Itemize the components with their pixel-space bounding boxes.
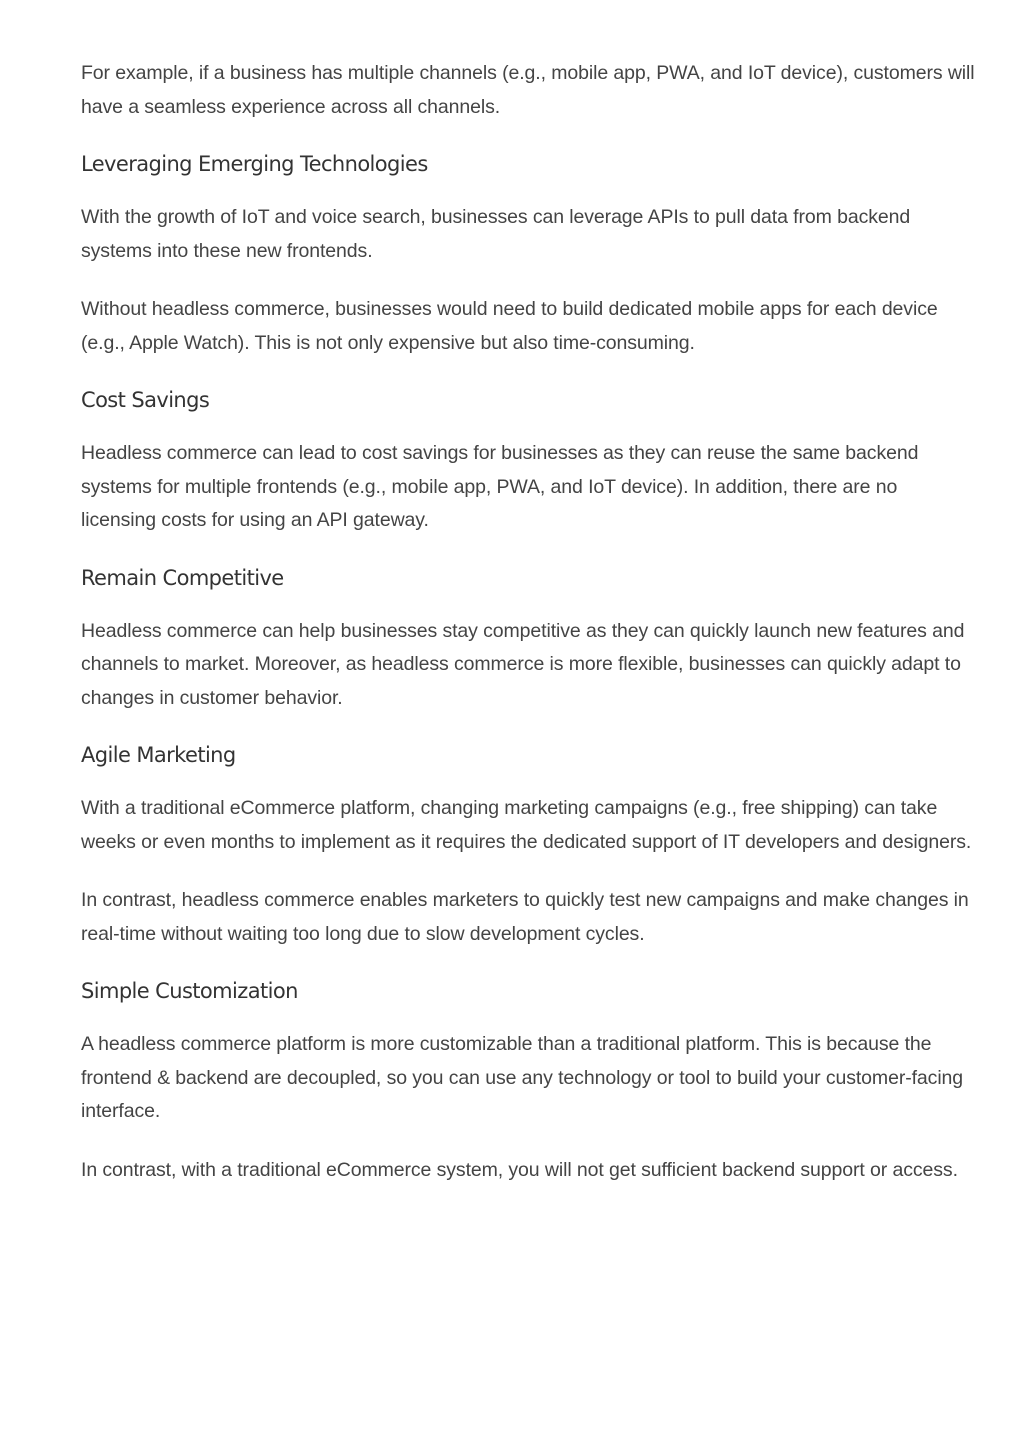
paragraph-traditional-backend: In contrast, with a traditional eCommerce system, you will not get sufficient backend support or access. — [81, 1158, 958, 1181]
heading-simple-customization: Simple Customization — [81, 979, 298, 1003]
paragraph-iot-voice-search: With the growth of IoT and voice search, businesses can leverage APIs to pull data from backend systems into these new frontends. — [81, 206, 911, 262]
heading-remain-competitive: Remain Competitive — [81, 565, 284, 590]
paragraph-dedicated-apps: Without headless commerce, businesses would need to build dedicated mobile apps for each device (e.g., Apple Watch). This is not only expensive but also time-consuming. — [81, 298, 938, 354]
paragraph-cost-savings: Headless commerce can lead to cost savings for businesses as they can reuse the same backend systems for multiple frontends (e.g., mobile app, PWA, and IoT device). In addition, there are no licensing costs for using an API gateway. — [81, 442, 919, 531]
document-page — [81, 57, 976, 1212]
paragraph-remain-competitive: Headless commerce can help businesses stay competitive as they can quickly launch new features and channels to market. Moreover, as headless commerce is more flexible, businesses can quickly adapt to changes in customer behavior. — [81, 619, 965, 709]
paragraph-customizable-platform: A headless commerce platform is more customizable than a traditional platform. This is because the frontend & backend are decoupled, so you can use any technology or tool to build your customer-facing interface. — [81, 1033, 964, 1122]
intro-paragraph: For example, if a business has multiple channels (e.g., mobile app, PWA, and IoT device), customers will have a seamless experience across all channels. — [81, 62, 975, 118]
paragraph-headless-campaigns: In contrast, headless commerce enables marketers to quickly test new campaigns and make changes in real-time without waiting too long due to slow development cycles. — [81, 889, 969, 945]
heading-agile-marketing: Agile Marketing — [81, 743, 236, 767]
heading-cost-savings: Cost Savings — [81, 388, 210, 412]
paragraph-traditional-campaigns: With a traditional eCommerce platform, changing marketing campaigns (e.g., free shipping) can take weeks or even months to implement as it requires the dedicated support of IT developers and designers. — [81, 797, 972, 853]
heading-leveraging-emerging-technologies: Leveraging Emerging Technologies — [81, 152, 428, 176]
